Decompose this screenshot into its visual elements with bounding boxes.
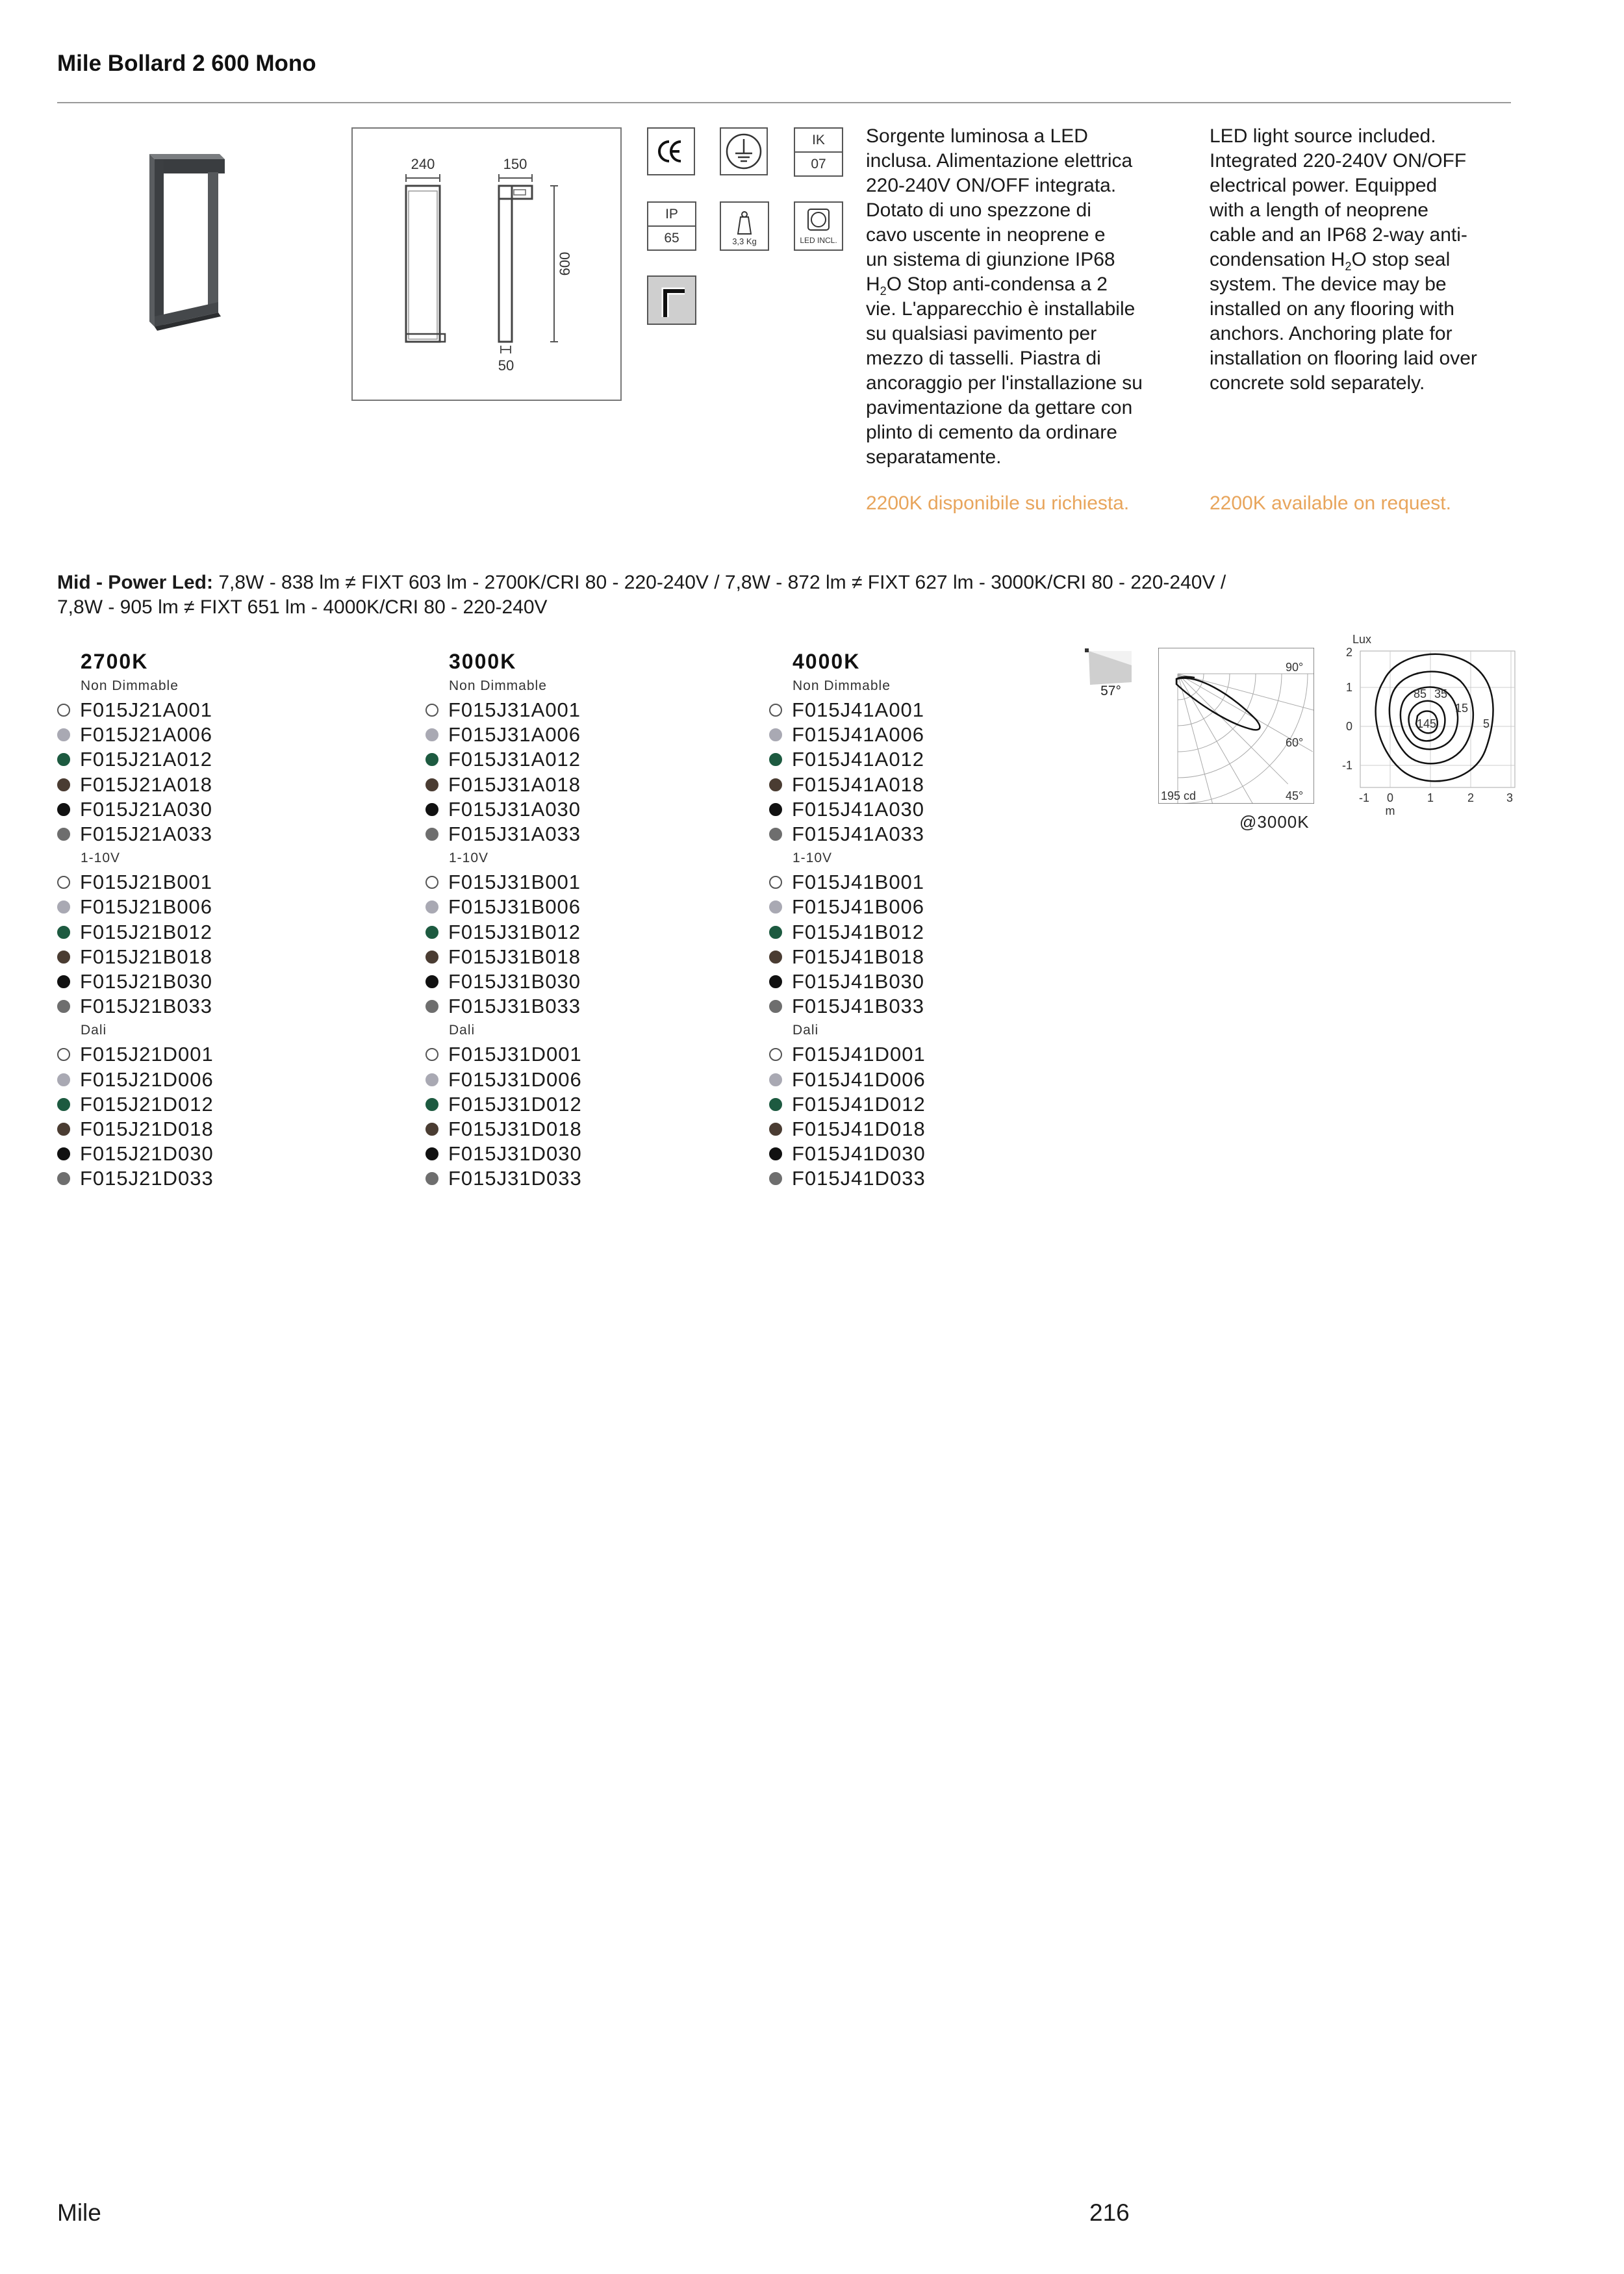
ip-label: IP <box>648 203 695 227</box>
product-code: F015J41D030 <box>792 1142 926 1166</box>
weight-label: 3,3 Kg <box>732 236 757 246</box>
led-incl-label: LED INCL. <box>800 236 837 245</box>
product-code: F015J41D018 <box>792 1117 926 1140</box>
lux-x-tick: 3 <box>1506 791 1514 804</box>
finish-color-swatch <box>57 975 70 988</box>
product-code: F015J31D001 <box>448 1043 582 1066</box>
finish-color-swatch <box>57 1098 70 1111</box>
product-code: F015J41D012 <box>792 1092 926 1116</box>
product-code-row <box>57 822 214 847</box>
ik-rating-badge <box>794 127 843 177</box>
desc-line: with a length of neoprene <box>1210 199 1428 221</box>
desc-line: electrical power. Equipped <box>1210 175 1438 196</box>
desc-line: pavimentazione da gettare con <box>866 397 1133 418</box>
finish-color-swatch <box>425 728 438 741</box>
finish-color-swatch <box>425 901 438 913</box>
product-code: F015J41A006 <box>792 723 925 747</box>
finish-color-swatch <box>425 876 438 889</box>
product-code-row <box>425 698 582 722</box>
product-code-row <box>425 797 582 822</box>
installation-badge <box>647 275 696 325</box>
product-code: F015J21A030 <box>80 797 213 821</box>
finish-color-swatch <box>769 778 782 791</box>
dimming-type-label: Dali <box>793 1023 819 1038</box>
product-code: F015J21B012 <box>80 920 213 943</box>
beam-angle-icon <box>1085 648 1136 700</box>
polar-label-45: 45° <box>1286 789 1304 802</box>
dimming-type-label: Non Dimmable <box>81 678 179 693</box>
lux-level-label: 35 <box>1434 687 1448 700</box>
product-code-row <box>769 969 926 994</box>
product-code-row <box>769 1067 926 1092</box>
ik-value: 07 <box>811 156 826 172</box>
product-code: F015J31D033 <box>448 1167 582 1190</box>
dimension-drawing <box>351 127 622 401</box>
product-code-row <box>425 773 582 797</box>
product-code-row <box>425 1067 582 1092</box>
product-code: F015J41A033 <box>792 823 925 846</box>
product-code-row <box>769 895 926 919</box>
finish-color-swatch <box>57 803 70 816</box>
page-number: 216 <box>1089 2199 1130 2226</box>
finish-color-swatch <box>57 926 70 939</box>
dimming-type-label: 1-10V <box>793 850 833 866</box>
finish-color-swatch <box>769 1000 782 1013</box>
finish-color-swatch <box>57 778 70 791</box>
product-code: F015J41B001 <box>792 871 925 894</box>
finish-color-swatch <box>425 1098 438 1111</box>
product-code-row <box>425 969 582 994</box>
desc-line: $H_2O$ Stop anti-condensa a 2 <box>866 274 1108 298</box>
finish-color-swatch <box>57 704 70 717</box>
product-code-row <box>769 945 926 969</box>
finish-color-swatch <box>769 1147 782 1160</box>
product-code-row <box>425 822 582 847</box>
product-code: F015J31A012 <box>448 748 581 771</box>
dimming-type-label: Dali <box>81 1023 107 1038</box>
product-code-row <box>769 870 926 895</box>
product-code-row <box>57 1166 214 1191</box>
finish-color-swatch <box>57 1073 70 1086</box>
class1-earth-badge <box>720 127 768 175</box>
product-code: F015J21B030 <box>80 969 213 993</box>
product-code-row <box>57 797 214 822</box>
desc-line: 220-240V ON/OFF integrata. <box>866 175 1117 196</box>
color-temperature-heading: 2700K <box>81 650 149 673</box>
lux-level-label: 15 <box>1454 702 1469 715</box>
page-title: Mile Bollard 2 600 Mono <box>57 51 316 76</box>
finish-color-swatch <box>425 778 438 791</box>
finish-color-swatch <box>57 828 70 841</box>
product-code: F015J31B001 <box>448 871 581 894</box>
finish-color-swatch <box>57 728 70 741</box>
description-english <box>1210 124 1508 396</box>
product-code-row <box>769 747 926 772</box>
product-code-row <box>425 895 582 919</box>
product-code-row <box>57 773 214 797</box>
product-code: F015J41B006 <box>792 895 925 919</box>
finish-color-swatch <box>425 1123 438 1136</box>
product-code: F015J21D012 <box>80 1092 214 1116</box>
finish-color-swatch <box>425 951 438 964</box>
product-code: F015J31A030 <box>448 797 581 821</box>
ce-mark-icon <box>648 129 694 174</box>
product-code-row <box>425 1042 582 1067</box>
product-code-row <box>769 698 926 722</box>
desc-line: plinto di cemento da ordinare <box>866 422 1117 443</box>
finish-color-swatch <box>769 803 782 816</box>
product-code: F015J21D033 <box>80 1167 214 1190</box>
lux-level-label: 85 <box>1413 687 1427 700</box>
desc-line: installation on flooring laid over <box>1210 348 1477 369</box>
color-temperature-heading: 4000K <box>793 650 861 673</box>
finish-color-swatch <box>425 1048 438 1061</box>
product-code-row <box>769 1166 926 1191</box>
product-code: F015J31A018 <box>448 773 581 796</box>
code-column-3000k <box>425 650 582 1191</box>
lux-level-label: 145 <box>1416 717 1437 730</box>
finish-color-swatch <box>57 951 70 964</box>
product-code-row <box>57 1142 214 1166</box>
product-code-row <box>57 1092 214 1117</box>
title-divider <box>57 102 1511 103</box>
product-code: F015J21A018 <box>80 773 213 796</box>
product-code: F015J21A001 <box>80 698 213 722</box>
finish-color-swatch <box>425 828 438 841</box>
ground-install-icon <box>648 277 695 324</box>
product-code-row <box>425 1166 582 1191</box>
product-code: F015J21D018 <box>80 1117 214 1140</box>
finish-color-swatch <box>769 1123 782 1136</box>
finish-color-swatch <box>425 704 438 717</box>
availability-note-italian: 2200K disponibile su richiesta. <box>866 492 1130 514</box>
finish-color-swatch <box>425 1172 438 1185</box>
desc-line: installed on any flooring with <box>1210 298 1454 320</box>
finish-color-swatch <box>769 1048 782 1061</box>
product-code: F015J31A033 <box>448 823 581 846</box>
lux-y-tick: 0 <box>1345 720 1352 733</box>
finish-color-swatch <box>57 1147 70 1160</box>
product-code: F015J41A001 <box>792 698 925 722</box>
product-code: F015J31D012 <box>448 1092 582 1116</box>
lux-x-unit: m <box>1385 804 1395 817</box>
ce-badge <box>647 127 695 175</box>
dim-depth-label: 150 <box>503 156 527 172</box>
dimming-type-label: Non Dimmable <box>793 678 891 693</box>
lux-y-tick: 1 <box>1345 681 1352 694</box>
led-included-badge <box>794 201 843 251</box>
finish-color-swatch <box>425 975 438 988</box>
product-code-row <box>769 822 926 847</box>
product-code-row <box>425 747 582 772</box>
product-code: F015J21B006 <box>80 895 213 919</box>
polar-label-60: 60° <box>1286 736 1304 749</box>
led-icon <box>795 203 842 249</box>
finish-color-swatch <box>425 1000 438 1013</box>
finish-color-swatch <box>425 1147 438 1160</box>
product-code: F015J31A001 <box>448 698 581 722</box>
product-code-row <box>57 969 214 994</box>
desc-line: Integrated 220-240V ON/OFF <box>1210 150 1467 172</box>
finish-color-swatch <box>425 753 438 766</box>
desc-line: cavo uscente in neoprene e <box>866 224 1106 246</box>
product-code-row <box>769 920 926 945</box>
photometry-note: @3000K <box>1239 812 1310 832</box>
desc-line: system. The device may be <box>1210 274 1447 295</box>
power-spec-line2: 7,8W - 905 lm ≠ FIXT 651 lm - 4000K/CRI 80 - 220-240V <box>57 596 548 618</box>
desc-line: su qualsiasi pavimento per <box>866 323 1097 344</box>
lux-y-tick: -1 <box>1341 759 1352 772</box>
code-column-2700k <box>57 650 214 1191</box>
product-code: F015J31A006 <box>448 723 581 747</box>
finish-color-swatch <box>769 728 782 741</box>
product-code-row <box>57 722 214 747</box>
color-temperature-heading: 3000K <box>449 650 517 673</box>
weight-badge <box>720 201 769 251</box>
finish-color-swatch <box>425 1073 438 1086</box>
finish-color-swatch <box>57 901 70 913</box>
product-code-row <box>57 1067 214 1092</box>
product-code-row <box>425 1117 582 1142</box>
dimming-type-label: 1-10V <box>449 850 489 866</box>
finish-color-swatch <box>425 803 438 816</box>
product-code-row <box>769 797 926 822</box>
product-code: F015J41D001 <box>792 1043 926 1066</box>
finish-color-swatch <box>57 1048 70 1061</box>
desc-line: condensation $H_2O$ stop seal <box>1210 249 1451 273</box>
power-spec-line1: Mid - Power Led: 7,8W - 838 lm ≠ FIXT 603 lm - 2700K/CRI 80 - 220-240V / 7,8W - 872 lm ≠ FIXT 627 lm - 3000K/CRI 80 - 220-240V / <box>57 572 1226 593</box>
product-code: F015J41B018 <box>792 945 925 968</box>
product-code-row <box>57 870 214 895</box>
desc-line: mezzo di tasselli. Piastra di <box>866 348 1101 369</box>
product-code: F015J21D030 <box>80 1142 214 1166</box>
lux-x-tick: 0 <box>1386 791 1394 804</box>
finish-color-swatch <box>769 704 782 717</box>
product-code: F015J21A006 <box>80 723 213 747</box>
product-code: F015J31B012 <box>448 920 581 943</box>
product-code: F015J41B030 <box>792 969 925 993</box>
finish-color-swatch <box>425 926 438 939</box>
product-code-row <box>57 895 214 919</box>
product-code: F015J21D001 <box>80 1043 214 1066</box>
product-photo <box>143 146 227 335</box>
product-code: F015J41D006 <box>792 1067 926 1091</box>
lux-x-tick: 1 <box>1427 791 1434 804</box>
product-code: F015J41A018 <box>792 773 925 796</box>
product-code: F015J41D033 <box>792 1167 926 1190</box>
footer-series-name: Mile <box>57 2199 101 2226</box>
polar-cd-label: 195 cd <box>1161 789 1197 802</box>
dim-height-label: 600 <box>557 251 573 276</box>
finish-color-swatch <box>769 1098 782 1111</box>
finish-color-swatch <box>57 753 70 766</box>
polar-intensity-diagram <box>1158 648 1314 804</box>
product-code: F015J41B033 <box>792 995 925 1018</box>
product-code: F015J41A012 <box>792 748 925 771</box>
lux-level-label: 5 <box>1482 717 1490 730</box>
finish-color-swatch <box>769 828 782 841</box>
product-code-row <box>769 773 926 797</box>
lux-title: Lux <box>1352 633 1372 646</box>
dimming-type-label: Dali <box>449 1023 476 1038</box>
product-code-row <box>57 1042 214 1067</box>
dimming-type-label: Non Dimmable <box>449 678 547 693</box>
product-code: F015J21A012 <box>80 748 213 771</box>
product-code: F015J21B033 <box>80 995 213 1018</box>
product-code: F015J31B006 <box>448 895 581 919</box>
product-code-row <box>57 747 214 772</box>
dim-base-label: 50 <box>498 357 514 374</box>
dimming-type-label: 1-10V <box>81 850 121 866</box>
finish-color-swatch <box>57 1172 70 1185</box>
finish-color-swatch <box>769 926 782 939</box>
desc-line: cable and an IP68 2-way anti- <box>1210 224 1467 246</box>
lux-x-tick: 2 <box>1467 791 1475 804</box>
product-code-row <box>425 722 582 747</box>
product-code-row <box>425 920 582 945</box>
product-code: F015J31D030 <box>448 1142 582 1166</box>
isolux-diagram <box>1338 630 1520 832</box>
product-code: F015J31D006 <box>448 1067 582 1091</box>
product-code-row <box>769 994 926 1019</box>
ip-rating-badge <box>647 201 696 251</box>
desc-line: anchors. Anchoring plate for <box>1210 323 1453 344</box>
product-code-row <box>425 1092 582 1117</box>
finish-color-swatch <box>769 876 782 889</box>
product-code: F015J41B012 <box>792 920 925 943</box>
finish-color-swatch <box>57 876 70 889</box>
product-code-row <box>425 994 582 1019</box>
power-spec-label: Mid - Power Led: <box>57 572 213 593</box>
desc-line: Dotato di uno spezzone di <box>866 199 1091 221</box>
finish-color-swatch <box>769 1172 782 1185</box>
product-code-row <box>769 722 926 747</box>
finish-color-swatch <box>57 1123 70 1136</box>
desc-line: ancoraggio per l'installazione su <box>866 372 1143 394</box>
product-code-row <box>769 1142 926 1166</box>
ip-value: 65 <box>664 230 679 246</box>
product-code: F015J31B018 <box>448 945 581 968</box>
product-code: F015J31D018 <box>448 1117 582 1140</box>
code-column-4000k <box>769 650 926 1191</box>
product-code-row <box>57 920 214 945</box>
dim-width-label: 240 <box>411 156 435 172</box>
product-code: F015J41A030 <box>792 797 925 821</box>
desc-line: separatamente. <box>866 446 1002 468</box>
product-code-row <box>769 1117 926 1142</box>
product-code-row <box>57 1117 214 1142</box>
finish-color-swatch <box>769 753 782 766</box>
product-code: F015J31B033 <box>448 995 581 1018</box>
weight-icon <box>721 203 768 249</box>
product-code-row <box>425 945 582 969</box>
product-code-row <box>769 1092 926 1117</box>
availability-note-english: 2200K available on request. <box>1210 492 1451 514</box>
product-code: F015J31B030 <box>448 969 581 993</box>
desc-line: concrete sold separately. <box>1210 372 1425 394</box>
lux-x-tick: -1 <box>1358 791 1370 804</box>
lux-y-tick: 2 <box>1345 646 1352 659</box>
desc-line: inclusa. Alimentazione elettrica <box>866 150 1133 172</box>
beam-angle-label: 57° <box>1100 683 1121 698</box>
product-code-row <box>57 994 214 1019</box>
product-code-row <box>769 1042 926 1067</box>
product-code: F015J21B018 <box>80 945 213 968</box>
desc-line: LED light source included. <box>1210 125 1436 147</box>
finish-color-swatch <box>57 1000 70 1013</box>
product-code-row <box>425 1142 582 1166</box>
finish-color-swatch <box>769 975 782 988</box>
desc-line: vie. L'apparecchio è installabile <box>866 298 1136 320</box>
finish-color-swatch <box>769 901 782 913</box>
finish-color-swatch <box>769 951 782 964</box>
polar-label-90: 90° <box>1286 661 1304 674</box>
finish-color-swatch <box>769 1073 782 1086</box>
desc-line: Sorgente luminosa a LED <box>866 125 1088 147</box>
product-code-row <box>57 698 214 722</box>
earth-ground-icon <box>721 129 767 174</box>
product-code-row <box>57 945 214 969</box>
ik-label: IK <box>795 129 842 153</box>
product-code: F015J21D006 <box>80 1067 214 1091</box>
desc-line: un sistema di giunzione IP68 <box>866 249 1115 270</box>
description-italian <box>866 124 1165 470</box>
product-code: F015J21B001 <box>80 871 213 894</box>
product-code: F015J21A033 <box>80 823 213 846</box>
product-code-row <box>425 870 582 895</box>
